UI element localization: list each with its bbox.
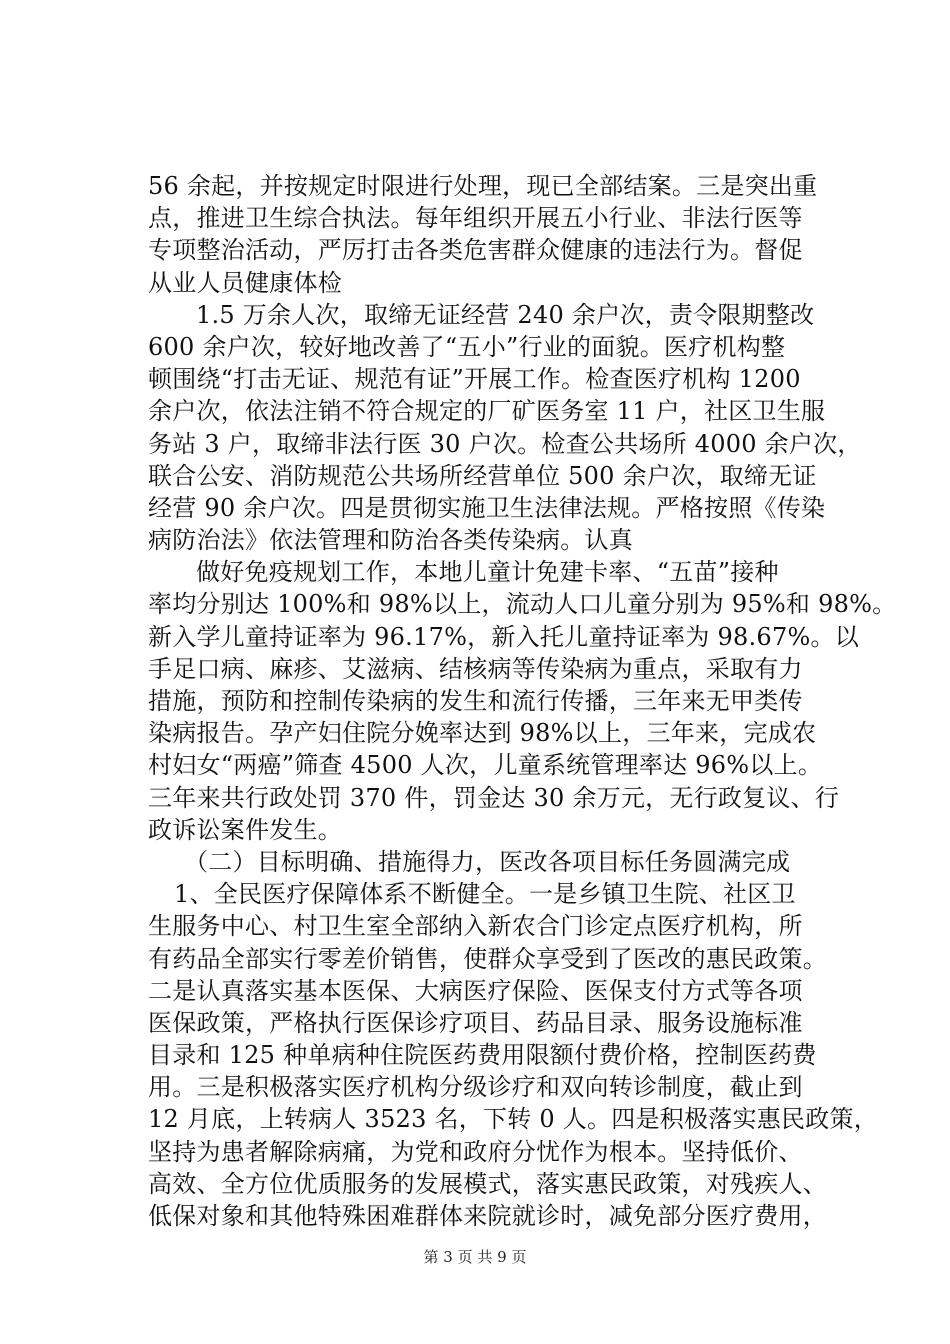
text-line: 点，推进卫生综合执法。每年组织开展五小行业、非法行医等	[148, 204, 803, 233]
text-line: 务站 3 户，取缔非法行医 30 户次。检查公共场所 4000 余户次，	[148, 429, 862, 458]
text-line: 1、全民医疗保障体系不断健全。一是乡镇卫生院、社区卫	[174, 880, 796, 909]
page-footer: 第 3 页 共 9 页	[423, 1248, 527, 1266]
text-line: 低保对象和其他特殊困难群体来院就诊时，减免部分医疗费用，	[148, 1202, 827, 1230]
text-line: 用。三是积极落实医疗机构分级诊疗和双向转诊制度，截止到	[148, 1073, 803, 1102]
text-line: 二是认真落实基本医保、大病医疗保险、医保支付方式等各项	[148, 976, 803, 1005]
text-line: 新入学儿童持证率为 96.17%，新入托儿童持证率为 98.67%。以	[148, 622, 860, 651]
text-line: 村妇女“两癌”筛查 4500 人次，儿童系统管理率达 96%以上。	[148, 751, 823, 780]
text-line: 600 余户次，较好地改善了“五小”行业的面貌。医疗机构整	[148, 332, 786, 361]
text-line: 染病报告。孕产妇住院分娩率达到 98%以上，三年来，完成农	[148, 719, 817, 748]
text-line: 高效、全方位优质服务的发展模式，落实惠民政策，对残疾人、	[148, 1169, 827, 1198]
text-line: 医保政策，严格执行医保诊疗项目、药品目录、服务设施标准	[148, 1008, 803, 1037]
text-line: 目录和 125 种单病种住院医药费用限额付费价格，控制医药费	[148, 1041, 817, 1070]
text-line: 病防治法》依法管理和防治各类传染病。认真	[148, 526, 633, 555]
text-line: 措施，预防和控制传染病的发生和流行传播，三年来无甲类传	[148, 687, 803, 715]
text-line: 做好免疫规划工作，本地儿童计免建卡率、“五苗”接种	[196, 558, 779, 587]
text-line: 从业人员健康体检	[148, 268, 342, 297]
text-line: 政诉讼案件发生。	[148, 815, 342, 844]
text-line: 坚持为患者解除病痛，为党和政府分忧作为根本。坚持低价、	[148, 1137, 803, 1166]
text-line: 手足口病、麻疹、艾滋病、结核病等传染病为重点，采取有力	[148, 654, 803, 683]
text-line: 联合公安、消防规范公共场所经营单位 500 余户次，取缔无证	[148, 461, 817, 490]
text-line: 率均分别达 100%和 98%以上，流动人口儿童分别为 95%和 98%。	[148, 590, 897, 619]
text-line: 56 余起，并按规定时限进行处理，现已全部结案。三是突出重	[148, 172, 818, 200]
text-line: 12 月底，上转病人 3523 名，下转 0 人。四是积极落实惠民政策，	[148, 1105, 879, 1134]
text-line: 三年来共行政处罚 370 件，罚金达 30 余万元，无行政复议、行	[148, 783, 840, 812]
text-line: （二）目标明确、措施得力，医改各项目标任务圆满完成	[184, 847, 791, 876]
text-line: 顿围绕“打击无证、规范有证”开展工作。检查医疗机构 1200	[148, 365, 801, 394]
document-body	[148, 170, 897, 1232]
text-line: 余户次，依法注销不符合规定的厂矿医务室 11 户，社区卫生服	[148, 397, 826, 426]
text-line: 专项整治活动，严厉打击各类危害群众健康的违法行为。督促	[148, 236, 803, 265]
text-line: 生服务中心、村卫生室全部纳入新农合门诊定点医疗机构，所	[148, 912, 803, 941]
text-line: 1.5 万余人次，取缔无证经营 240 余户次，责令限期整改	[196, 300, 815, 329]
text-line: 有药品全部实行零差价销售，使群众享受到了医改的惠民政策。	[148, 944, 827, 973]
text-line: 经营 90 余户次。四是贯彻实施卫生法律法规。严格按照《传染	[148, 493, 826, 522]
